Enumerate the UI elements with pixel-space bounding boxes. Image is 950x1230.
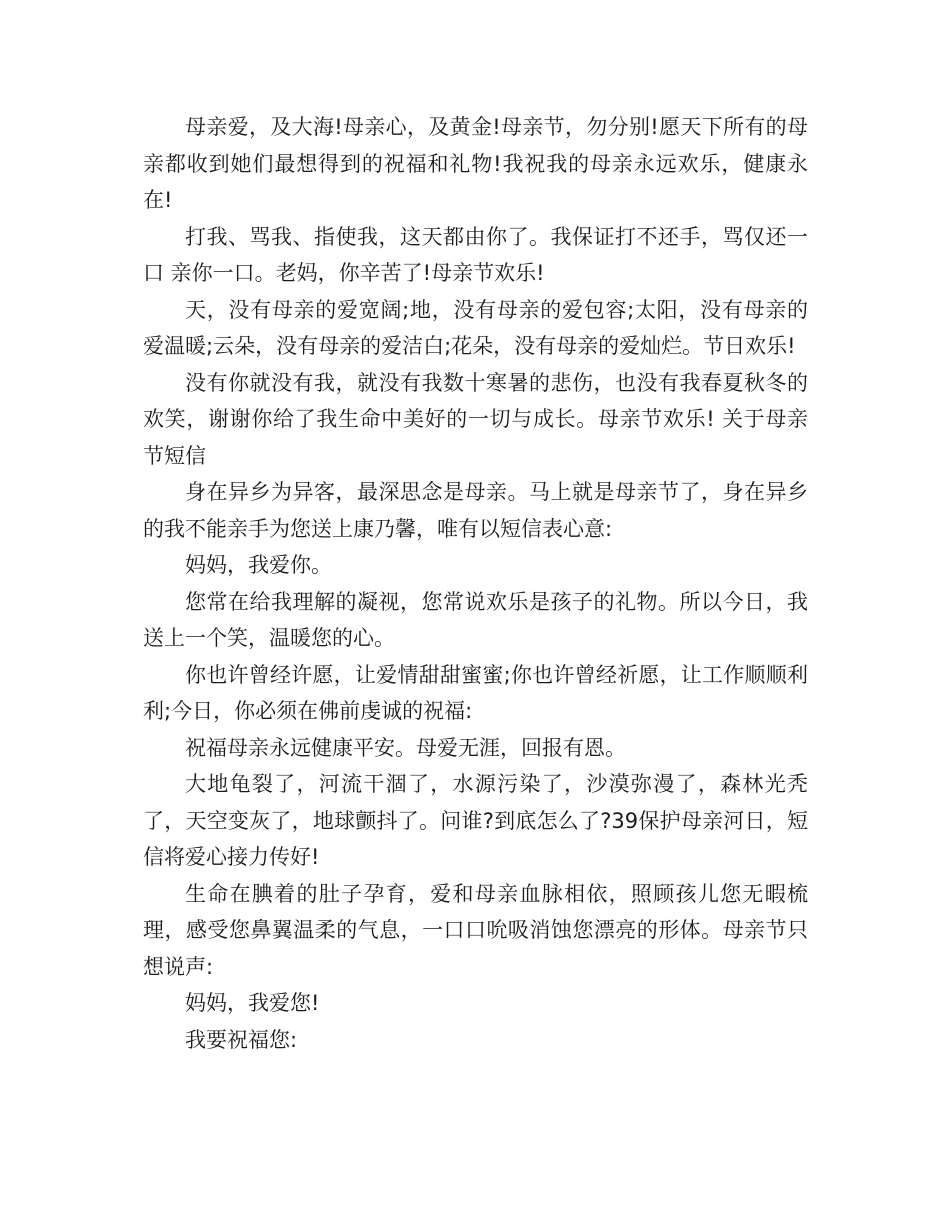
paragraph: 大地龟裂了，河流干涸了，水源污染了，沙漠弥漫了，森林光秃了，天空变灰了，地球颤抖了。问谁?到底怎么了?39保护母亲河日，短信将爱心接力传好!	[143, 772, 808, 869]
paragraph: 你也许曾经许愿，让爱情甜甜蜜蜜;你也许曾经祈愿，让工作顺顺利利;今日，你必须在佛前虔诚的祝福:	[143, 662, 808, 723]
paragraph: 生命在腆着的肚子孕育，爱和母亲血脉相依，照顾孩儿您无暇梳理，感受您鼻翼温柔的气息，一口口吮吸消蚀您漂亮的形体。母亲节只想说声:	[143, 881, 808, 979]
paragraph: 妈妈，我爱您!	[185, 991, 320, 1015]
paragraph: 打我、骂我、指使我，这天都由你了。我保证打不还手，骂仅还一口 亲你一口。老妈，你辛苦了!母亲节欢乐!	[143, 224, 808, 285]
paragraph: 祝福母亲永远健康平安。母爱无涯，回报有恩。	[185, 735, 626, 760]
paragraph: 天，没有母亲的爱宽阔;地，没有母亲的爱包容;太阳，没有母亲的爱温暖;云朵，没有母亲的爱洁白;花朵，没有母亲的爱灿烂。节日欢乐!	[143, 297, 808, 358]
paragraph: 身在异乡为异客，最深思念是母亲。马上就是母亲节了，身在异乡的我不能亲手为您送上康乃馨，唯有以短信表心意:	[143, 480, 808, 541]
paragraph: 我要祝福您:	[185, 1027, 298, 1052]
paragraph: 您常在给我理解的凝视，您常说欢乐是孩子的礼物。所以今日，我送上一个笑，温暖您的心。	[143, 589, 808, 650]
paragraph: 没有你就没有我，就没有我数十寒暑的悲伤，也没有我春夏秋冬的欢笑，谢谢你给了我生命中美好的一切与成长。母亲节欢乐! 关于母亲节短信	[143, 370, 808, 468]
document-body	[143, 109, 808, 1058]
paragraph: 妈妈，我爱你。	[185, 553, 332, 577]
paragraph: 母亲爱，及大海!母亲心，及黄金!母亲节，勿分别!愿天下所有的母亲都收到她们最想得到的祝福和礼物!我祝我的母亲永远欢乐，健康永在!	[143, 115, 808, 212]
